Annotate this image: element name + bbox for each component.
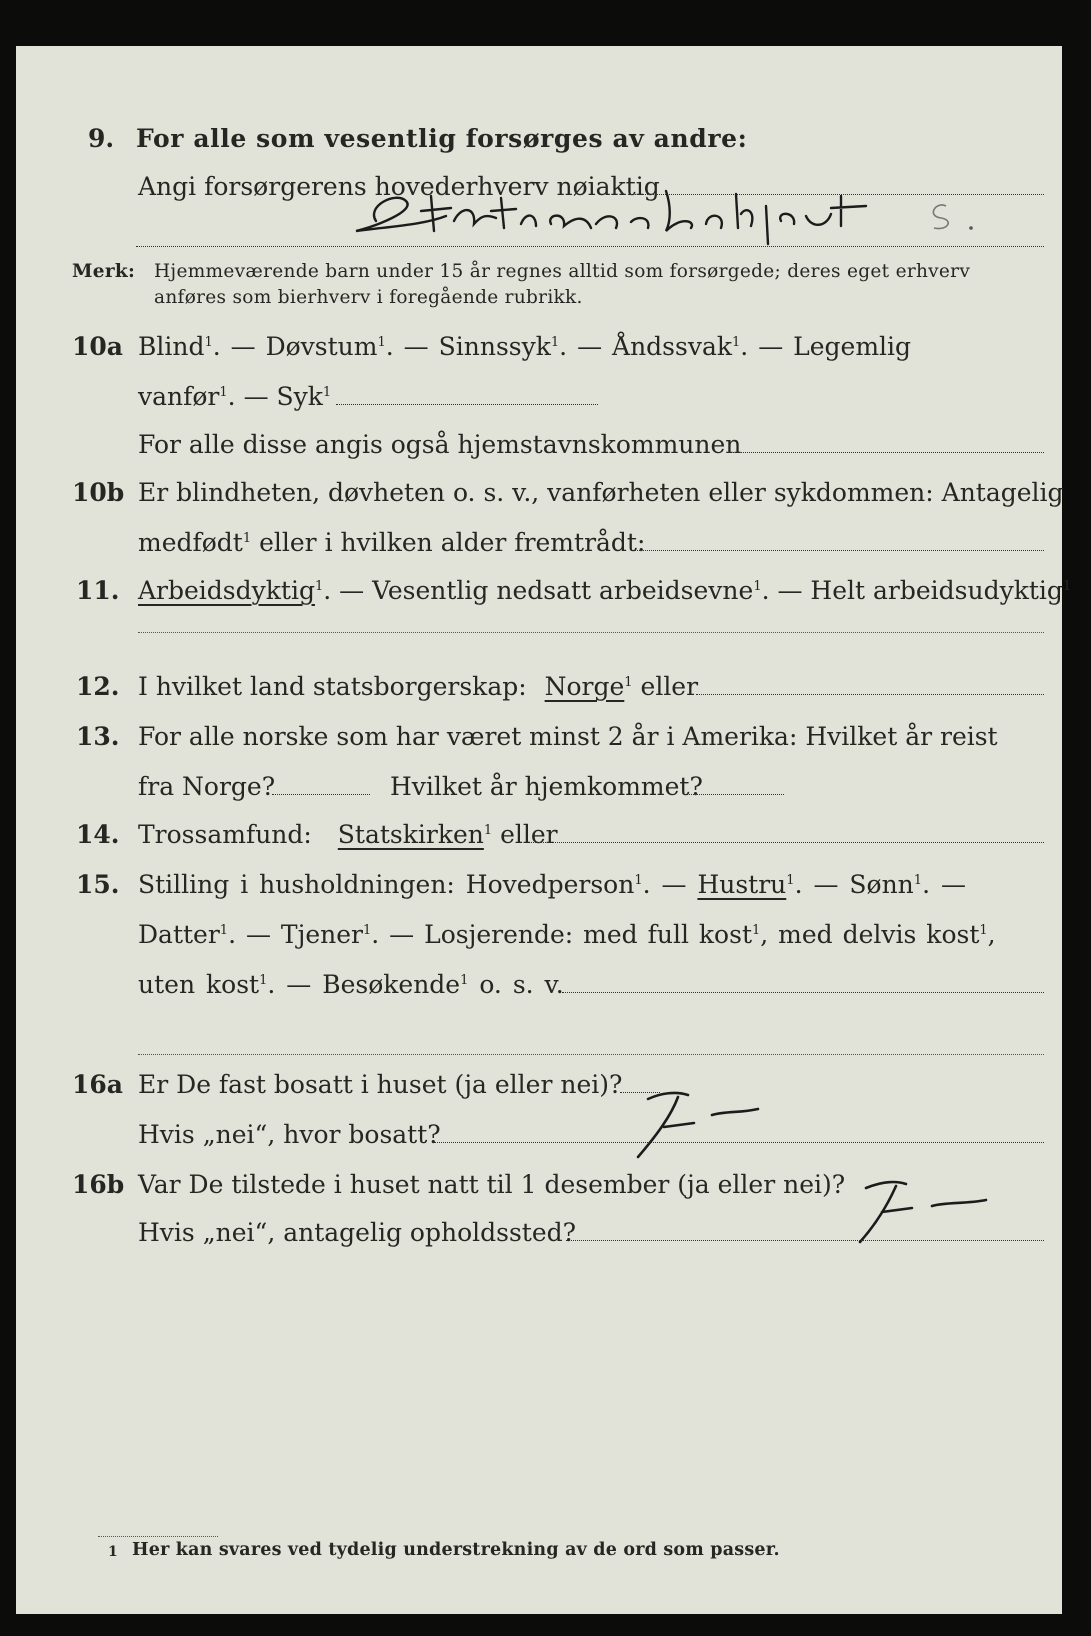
q14-eller: eller (492, 820, 558, 849)
q16b-handwritten-ja (826, 1176, 996, 1246)
q13-hjem-label: Hvilket år hjemkommet? (390, 772, 703, 801)
q14-number: 14. (76, 820, 120, 849)
q10a-line3: For alle disse angis også hjemstavnskommunen (138, 430, 742, 459)
q14-line (138, 820, 558, 850)
q16a-handwritten-ja (616, 1081, 766, 1161)
opt-uten-kost[interactable]: uten kost (138, 970, 260, 999)
footnote-ref: 1 (259, 973, 268, 988)
footnote-ref: 1 (460, 973, 469, 988)
footnote-ref: 1 (753, 579, 762, 594)
merk-text-line1: Hjemmeværende barn under 15 år regnes alltid som forsørgede; deres eget erhverv (154, 261, 971, 282)
footnote-ref: 1 (786, 873, 795, 888)
footnote-ref: 1 (624, 675, 633, 690)
opt-vanfor[interactable]: vanfør (138, 382, 220, 411)
opt-sinnssyk[interactable]: . — Sinnssyk (385, 332, 551, 361)
q13-reist-label: fra Norge? (138, 772, 276, 801)
separator: , (987, 920, 996, 949)
opt-medfodt[interactable]: medfødt (138, 528, 243, 557)
footnote-text: Her kan svares ved tydelig understrekning av de ord som passer. (132, 1540, 780, 1560)
footnote-mark: 1 (108, 1544, 119, 1560)
opt-dovstum[interactable]: . — Døvstum (212, 332, 378, 361)
q9-number: 9. (88, 124, 115, 153)
q15-line1 (138, 870, 966, 900)
footnote-ref: 1 (377, 335, 386, 350)
q10b-answer-line[interactable] (634, 550, 1044, 551)
q10a-number: 10a (72, 332, 123, 361)
q14-answer-line[interactable] (531, 842, 1044, 843)
q10a-line2 (138, 382, 331, 412)
q16a-number: 16a (72, 1070, 123, 1099)
footnote-ref: 1 (634, 873, 643, 888)
opt-arbeidsdyktig[interactable]: Arbeidsdyktig (138, 576, 315, 605)
opt-datter[interactable]: Datter (138, 920, 220, 949)
q11-answer-line[interactable] (138, 632, 1044, 633)
q12-answer-line[interactable] (696, 694, 1044, 695)
footnote-ref: 1 (204, 335, 213, 350)
opt-hovedperson[interactable]: Stilling i husholdningen: Hovedperson (138, 870, 635, 899)
q10a-line1 (138, 332, 911, 362)
footnote-ref: 1 (1062, 579, 1072, 594)
q10a-answer-line[interactable] (336, 404, 598, 405)
merk-label: Merk: (72, 261, 136, 282)
q12-eller: eller (632, 672, 699, 701)
q10b-number: 10b (72, 478, 125, 507)
footnote-rule (98, 1536, 218, 1537)
footnote-ref: 1 (322, 385, 332, 400)
footnote-ref: 1 (219, 923, 229, 938)
q13-reist-answer[interactable] (272, 794, 370, 795)
q16a-line2: Hvis „nei“, hvor bosatt? (138, 1120, 441, 1149)
q15-answer-line[interactable] (562, 992, 1044, 993)
q9-title: For alle som vesentlig forsørges av andre: (136, 124, 748, 153)
q13-line1: For alle norske som har været minst 2 år i Amerika: Hvilket år reist (138, 722, 998, 751)
q10b-line1: Er blindheten, døvheten o. s. v., vanførheten eller sykdommen: Antagelig (138, 478, 1064, 507)
q12-number: 12. (76, 672, 120, 701)
q15-number: 15. (76, 870, 120, 899)
q9-answer-line-2[interactable] (136, 246, 1044, 247)
q13-number: 13. (76, 722, 120, 751)
opt-udyktig[interactable]: . — Helt arbeidsudyktig (761, 576, 1063, 605)
q16b-number: 16b (72, 1170, 125, 1199)
q9-prompt: Angi forsørgerens hovederhverv nøiaktig (138, 172, 660, 201)
q9-handwritten-answer (336, 186, 1016, 246)
opt-andssvak[interactable]: . — Åndssvak (559, 332, 733, 361)
q10a-hjemstavn-line[interactable] (728, 452, 1044, 453)
q16b-opholdssted-line[interactable] (566, 1240, 1044, 1241)
footnote-ref: 1 (913, 873, 923, 888)
opt-nedsatt[interactable]: . — Vesentlig nedsatt arbeidsevne (323, 576, 754, 605)
opt-full-kost[interactable]: . — Losjerende: med full kost (371, 920, 752, 949)
q12-line (138, 672, 698, 702)
opt-norge[interactable]: Norge (544, 672, 625, 701)
opt-legemlig[interactable]: . — Legemlig (740, 332, 912, 361)
footnote-ref: 1 (550, 335, 560, 350)
separator: . — (642, 870, 698, 899)
footnote-ref: 1 (363, 923, 372, 938)
opt-blind[interactable]: Blind (138, 332, 205, 361)
q10b-line2 (138, 528, 645, 558)
footnote-ref: 1 (314, 579, 324, 594)
footnote-ref: 1 (242, 531, 252, 546)
merk-text-line2: anføres som bierhverv i foregående rubrikk. (154, 287, 583, 308)
census-form-page (16, 46, 1072, 1614)
opt-besokende[interactable]: . — Besøkende (267, 970, 461, 999)
q11-number: 11. (76, 576, 120, 605)
q16a-line1: Er De fast bosatt i huset (ja eller nei)? (138, 1070, 623, 1099)
footnote-ref: 1 (483, 823, 493, 838)
alder-label: eller i hvilken alder fremtrådt: (251, 528, 646, 557)
opt-statskirken[interactable]: Statskirken (337, 820, 484, 849)
q12-label: I hvilket land statsborgerskap: (138, 672, 527, 701)
opt-sonn[interactable]: . — Sønn (794, 870, 914, 899)
q13-hjem-answer[interactable] (684, 794, 784, 795)
q11-line (138, 576, 1071, 606)
opt-hustru[interactable]: Hustru (697, 870, 787, 899)
opt-syk[interactable]: . — Syk (227, 382, 323, 411)
q15-answer-line-2[interactable] (138, 1054, 1044, 1055)
footnote-ref: 1 (979, 923, 988, 938)
footnote-ref: 1 (219, 385, 228, 400)
q16b-line2: Hvis „nei“, antagelig opholdssted? (138, 1218, 577, 1247)
separator: . — (922, 870, 966, 899)
opt-tjener[interactable]: . — Tjener (228, 920, 363, 949)
q16b-line1: Var De tilstede i huset natt til 1 desember (ja eller nei)? (138, 1170, 846, 1199)
q15-line3 (138, 970, 564, 1000)
opt-delvis-kost[interactable]: , med delvis kost (760, 920, 980, 949)
footnote-ref: 1 (732, 335, 741, 350)
osv: o. s. v. (468, 970, 564, 999)
footnote-ref: 1 (751, 923, 761, 938)
q14-label: Trossamfund: (138, 820, 312, 849)
q15-line2 (138, 920, 996, 950)
